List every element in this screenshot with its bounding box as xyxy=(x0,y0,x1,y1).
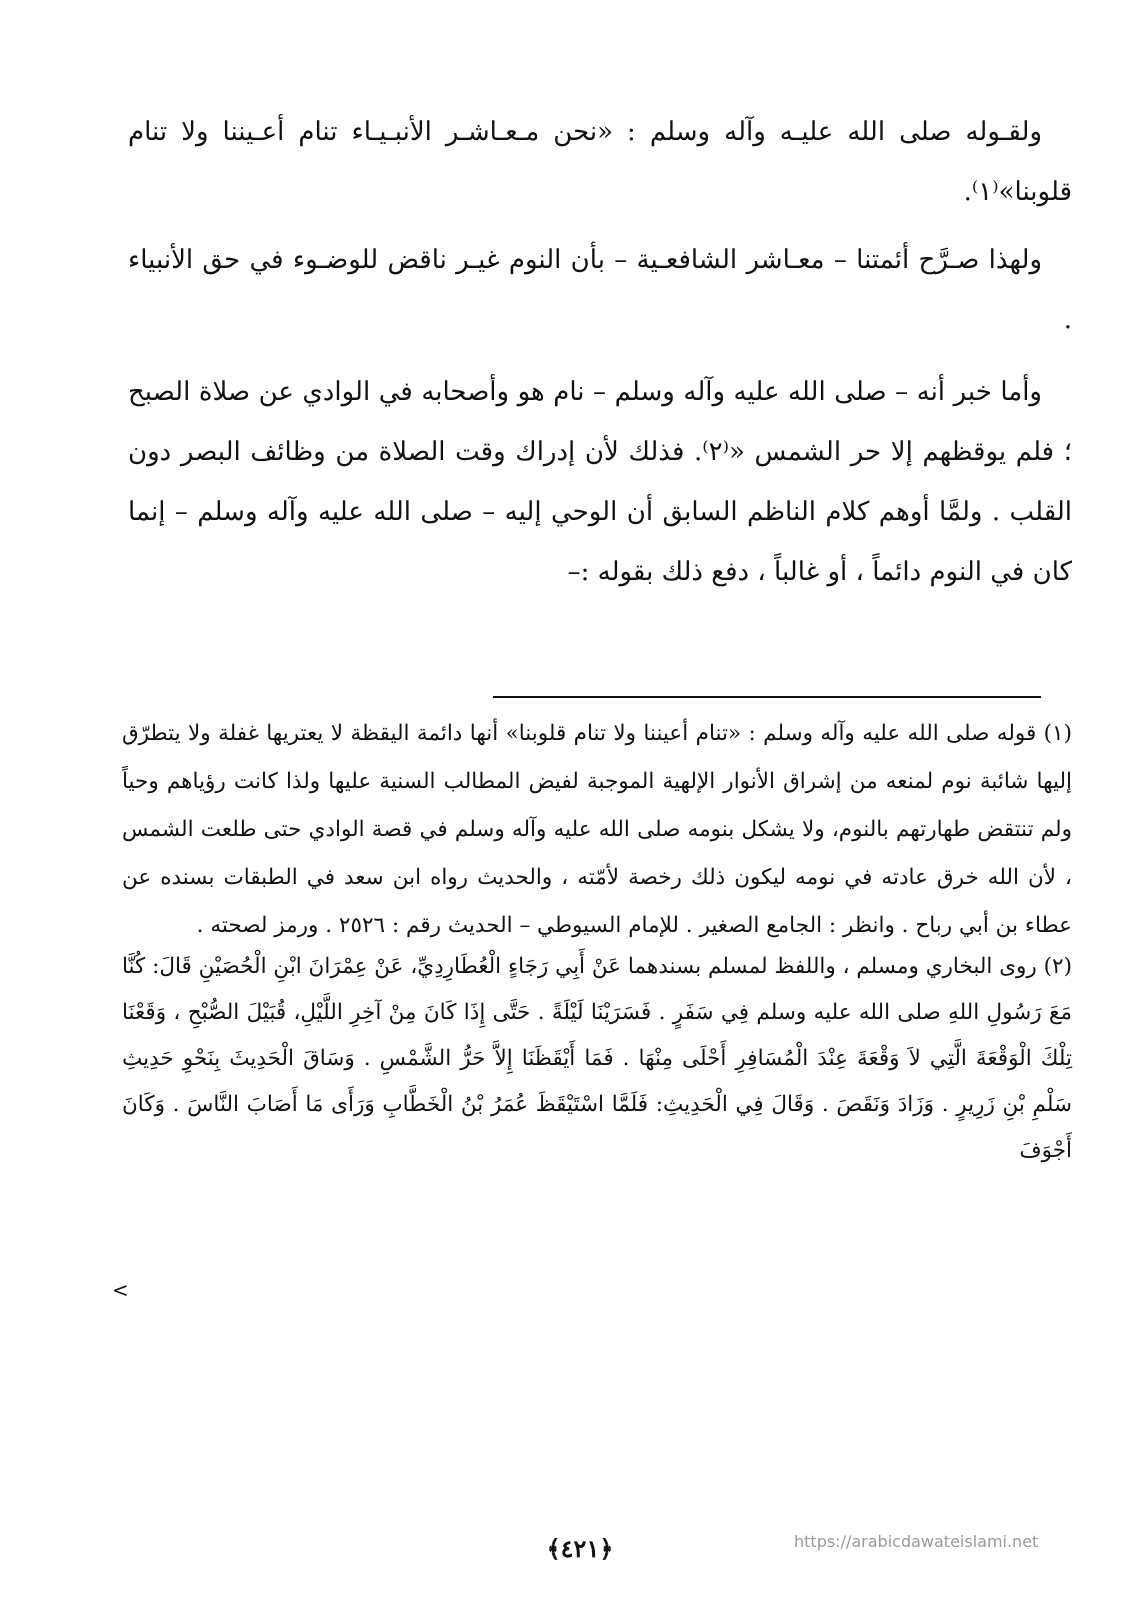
watermark-url: https://arabicdawateislami.net xyxy=(794,1532,1039,1551)
paragraph-2: ولهذا صـرَّح أئمتنا – معـاشر الشافعـية – بأن النوم غيـر ناقض للوضـوء في حق الأنبياء . xyxy=(128,245,1072,335)
footnote-1: (١) قوله صلى الله عليه وآله وسلم : «تنام أعيننا ولا تنام قلوبنا» أنها دائمة اليقظة لا يعتريها غفلة ولا يتطرّق إليها شائبة نوم لمنعه من إشراق الأنوار الإلهية الموجبة لفيض المطالب السنية عليها ولذا كانت رؤياهم وحياً ولم تنتقض طهارتهم بالنوم، ولا يشكل بنومه صلى الله عليه وآله وسلم في قصة الوادي حتى طلعت الشمس ، لأن الله خرق عادته في نومه ليكون ذلك رخصة لأمّته ، والحديث رواه ابن سعد في الطبقات بسنده عن عطاء بن أبي رباح . وانظر : الجامع الصغير . للإمام السيوطي – الحديث رقم : ٢٥٢٦ . ورمز لصحته . xyxy=(122,721,1072,938)
paragraph-1: ولقـوله صلى الله عليـه وآله وسلم : «نحن مـعـاشـر الأنبـيـاء تنام أعـيننا ولا تنام قلوبنا»⁽١⁾. xyxy=(128,117,1072,207)
paragraph-3: وأما خبر أنه – صلى الله عليه وآله وسلم – نام هو وأصحابه في الوادي عن صلاة الصبح ؛ فلم يوقظهم إلا حر الشمس «⁽٢⁾. فذلك لأن إدراك وقت الصلاة من وظائف البصر دون القلب . ولمَّا أوهم كلام الناظم السابق أن الوحي إليه – صلى الله عليه وآله وسلم – إنما كان في النوم دائماً ، أو غالباً ، دفع ذلك بقوله :– xyxy=(128,377,1072,587)
footnote-2: (٢) روى البخاري ومسلم ، واللفظ لمسلم بسندهما عَنْ أَبِي رَجَاءٍ الْعُطَارِدِيِّ، عَنْ عِمْرَانَ ابْنِ الْحُصَيْنِ قَالَ: كُنَّا مَعَ رَسُولِ اللهِ صلى الله عليه وسلم فِي سَفَرٍ . فَسَرَيْنَا لَيْلَةً . حَتَّى إِذَا كَانَ مِنْ آخِرِ اللَّيْلِ، قُبَيْلَ الصُّبْحِ ، وَقَعْنَا تِلْكَ الْوَقْعَةَ الَّتِي لاَ وَقْعَةَ عِنْدَ الْمُسَافِرِ أَحْلَى مِنْهَا . فَمَا أَيْقَظَنَا إِلاَّ حَرُّ الشَّمْسِ . وَسَاقَ الْحَدِيثَ بِنَحْوِ حَدِيثِ سَلْمِ بْنِ زَرِيرٍ . وَزَادَ وَنَقَصَ . وَقَالَ فِي الْحَدِيثِ: فَلَمَّا اسْتَيْقَظَ عُمَرُ بْنُ الْخَطَّابِ وَرَأَى مَا أَصَابَ النَّاسَ . وَكَانَ أَجْوَفَ xyxy=(122,954,1072,1163)
footnotes xyxy=(122,710,1072,1174)
continuation-mark: < xyxy=(112,1278,129,1302)
page-number: ﴿٤٢١﴾ xyxy=(546,1534,614,1563)
footnote-separator xyxy=(493,696,1041,698)
main-text xyxy=(128,102,1072,610)
